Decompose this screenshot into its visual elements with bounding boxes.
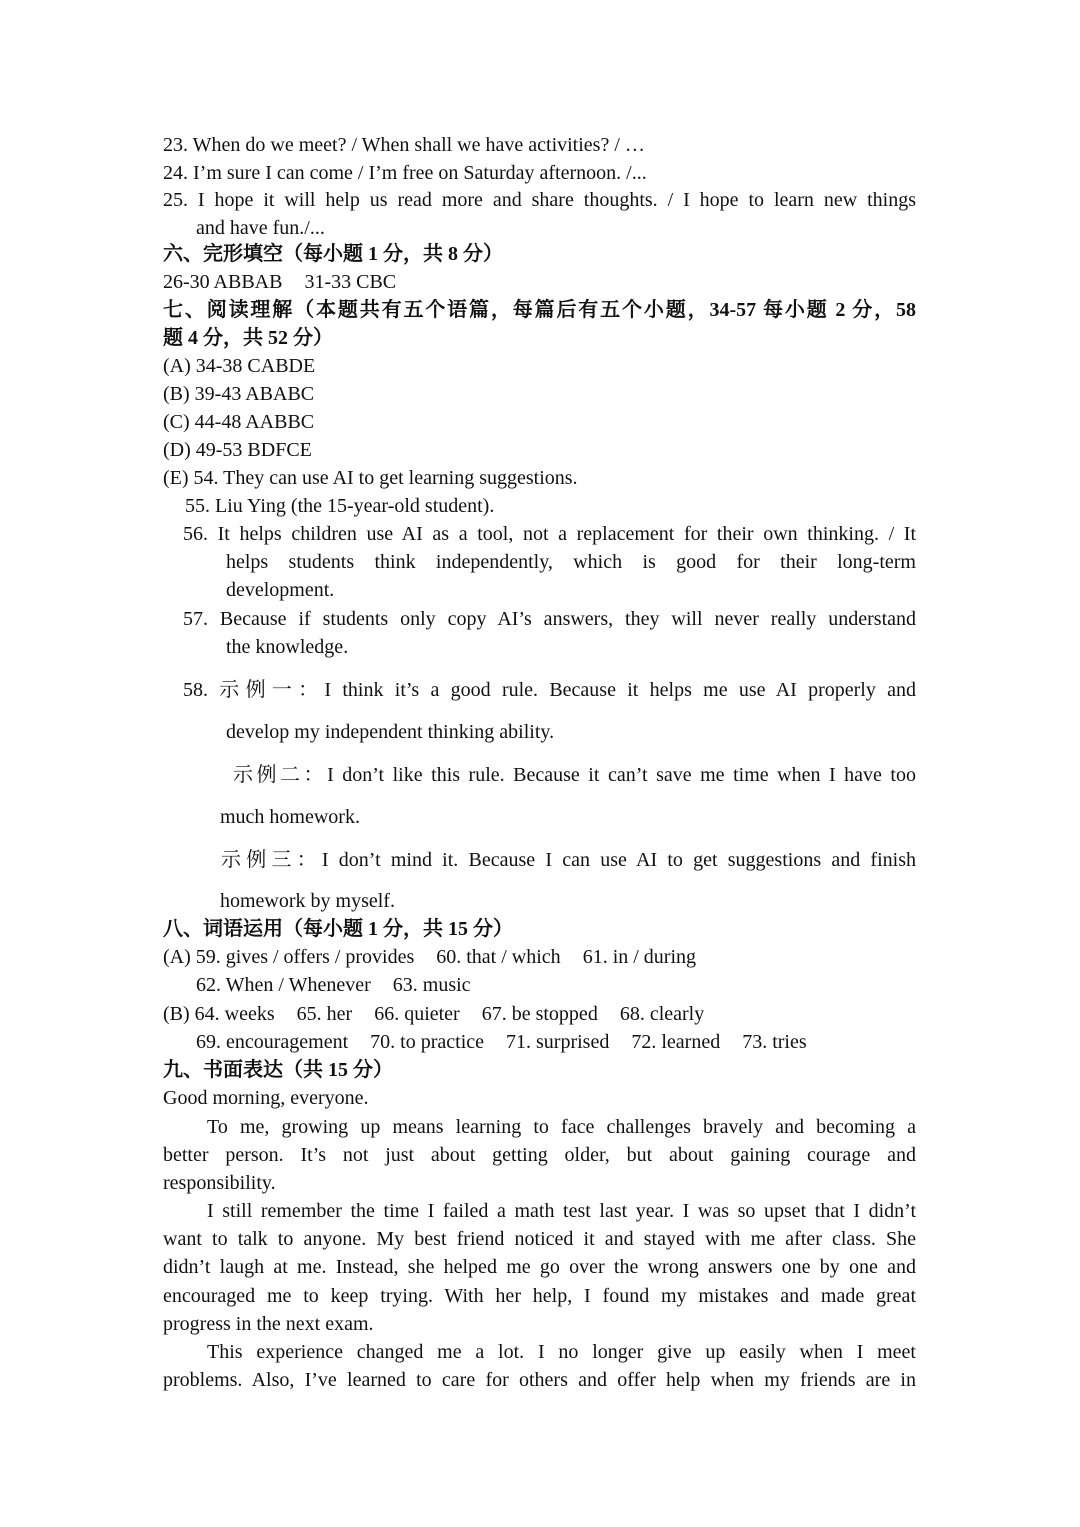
answer-q58-example1-line1: 58. 示例一：I think it’s a good rule. Because it helps me use AI properly and: [183, 679, 916, 701]
answer-item: 67. be stopped: [481, 1003, 598, 1025]
answer-q58-example2-line2: much homework.: [220, 806, 360, 828]
essay-p2-line3: didn’t laugh at me. Instead, she helped me go over the wrong answers one by one and: [163, 1256, 916, 1278]
answer-item: 62. When / Whenever: [196, 974, 371, 996]
essay-p1-line1: To me, growing up means learning to face challenges bravely and becoming a: [207, 1116, 916, 1138]
section8-a-line1: [163, 943, 916, 971]
answer-item: 61. in / during: [582, 946, 697, 968]
answer-item: 69. encouragement: [196, 1031, 349, 1053]
answer-q58-example3-line1: 示例三：I don’t mind it. Because I can use AI to get suggestions and finish: [221, 849, 916, 871]
essay-p2-line4: encouraged me to keep trying. With her help, I found my mistakes and made great: [163, 1285, 916, 1307]
answer-item: 66. quieter: [374, 1003, 460, 1025]
answer-item: 68. clearly: [619, 1003, 705, 1025]
answer-q25-line2: and have fun./...: [196, 217, 325, 239]
section6-answers-a: 26-30 ABBAB: [163, 271, 283, 293]
section6-answers-b: 31-33 CBC: [304, 271, 397, 293]
essay-p2-line5: progress in the next exam.: [163, 1313, 374, 1335]
section7-heading-line2: 题 4 分，共 52 分）: [163, 327, 333, 349]
section8-heading: 八、词语运用（每小题 1 分，共 15 分）: [163, 918, 513, 940]
answer-q55: 55. Liu Ying (the 15-year-old student).: [185, 495, 495, 517]
section7-answer-d: (D) 49-53 BDFCE: [163, 439, 312, 461]
essay-p2-line1: I still remember the time I failed a math test last year. I was so upset that I didn’t: [207, 1200, 916, 1222]
section7-heading-line1: 七、阅读理解（本题共有五个语篇，每篇后有五个小题，34-57 每小题 2 分，58: [163, 299, 916, 321]
answer-q56-line1: 56. It helps children use AI as a tool, not a replacement for their own thinking. / It: [183, 523, 916, 545]
answer-q57-line1: 57. Because if students only copy AI’s answers, they will never really understand: [183, 608, 916, 630]
answer-q58-example1-line2: develop my independent thinking ability.: [226, 721, 555, 743]
essay-p1-line3: responsibility.: [163, 1172, 276, 1194]
section7-answer-e54: (E) 54. They can use AI to get learning suggestions.: [163, 467, 578, 489]
answer-q56-line3: development.: [226, 579, 335, 601]
answer-q25-line1: 25. I hope it will help us read more and share thoughts. / I hope to learn new things: [163, 189, 916, 211]
answer-item: 70. to practice: [370, 1031, 485, 1053]
section7-answer-b: (B) 39-43 ABABC: [163, 383, 315, 405]
answer-item: (A) 59. gives / offers / provides: [163, 946, 415, 968]
section7-answer-a: (A) 34-38 CABDE: [163, 355, 316, 377]
section8-a-line2: [196, 971, 949, 999]
answer-q57-line2: the knowledge.: [226, 636, 349, 658]
section9-heading: 九、书面表达（共 15 分）: [163, 1059, 393, 1081]
answer-item: 63. music: [392, 974, 471, 996]
answer-q24: 24. I’m sure I can come / I’m free on Saturday afternoon. /...: [163, 162, 647, 184]
answer-q23: 23. When do we meet? / When shall we have activities? / …: [163, 134, 645, 156]
answer-item: (B) 64. weeks: [163, 1003, 275, 1025]
section6-answers: [163, 268, 916, 296]
essay-greeting: Good morning, everyone.: [163, 1087, 369, 1109]
answer-item: 71. surprised: [506, 1031, 610, 1053]
section8-b-line1: [163, 1000, 916, 1028]
section8-b-line2: [196, 1028, 949, 1056]
essay-p3-line1: This experience changed me a lot. I no longer give up easily when I meet: [207, 1341, 916, 1363]
answer-item: 60. that / which: [436, 946, 561, 968]
section7-answer-c: (C) 44-48 AABBC: [163, 411, 315, 433]
answer-item: 72. learned: [631, 1031, 721, 1053]
answer-item: 65. her: [296, 1003, 353, 1025]
section6-heading: 六、完形填空（每小题 1 分，共 8 分）: [163, 243, 503, 265]
essay-p1-line2: better person. It’s not just about getting older, but about gaining courage and: [163, 1144, 916, 1166]
answer-q58-example2-line1: 示例二：I don’t like this rule. Because it can’t save me time when I have too: [233, 764, 916, 786]
essay-p2-line2: want to talk to anyone. My best friend noticed it and stayed with me after class. She: [163, 1228, 916, 1250]
answer-item: 73. tries: [742, 1031, 807, 1053]
answer-q56-line2: helps students think independently, which is good for their long-term: [226, 551, 916, 573]
essay-p3-line2: problems. Also, I’ve learned to care for others and offer help when my friends are in: [163, 1369, 916, 1391]
answer-q58-example3-line2: homework by myself.: [220, 890, 395, 912]
